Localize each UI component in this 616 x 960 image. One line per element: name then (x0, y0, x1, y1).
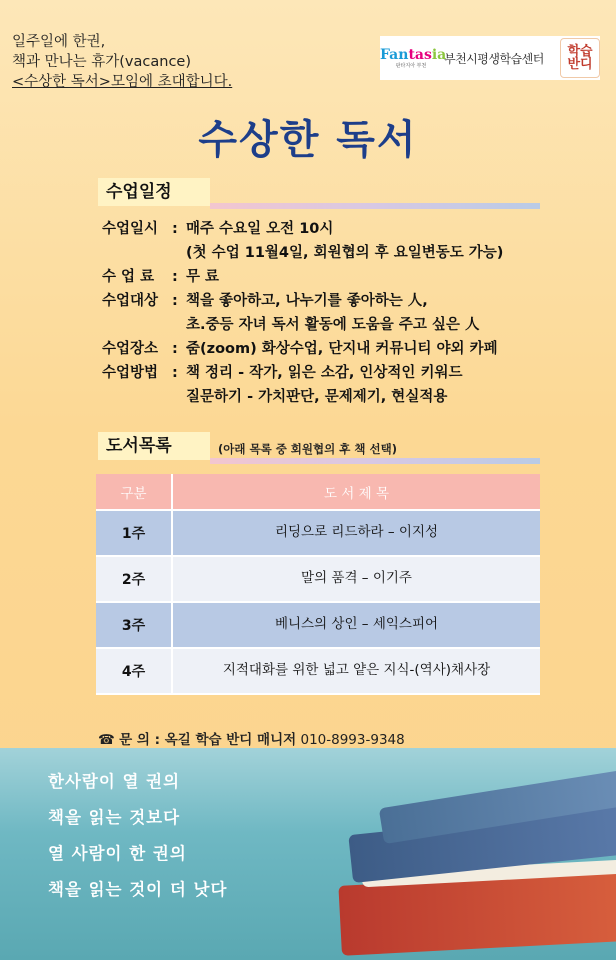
book-list-divider (210, 458, 540, 464)
schedule-text: 책 정리 - 작가, 읽은 소감, 인상적인 키워드 (186, 365, 463, 381)
schedule-row: 수업장소 : 줌(zoom) 화상수업, 단지내 커뮤니티 야외 카페 (102, 337, 503, 361)
schedule-row: 수 업 료 : 무 료 (102, 265, 503, 289)
schedule-label: 수 업 료 (102, 269, 155, 285)
schedule-text: 초.중등 자녀 독서 활동에 도움을 주고 싶은 人 (186, 317, 480, 333)
table-row (96, 648, 540, 694)
schedule-row: 수업일시 : 매주 수요일 오전 10시 (102, 217, 503, 241)
week-cell: 3주 (96, 602, 172, 648)
schedule-label: 수업장소 (102, 341, 159, 357)
schedule-label: 수업일시 (102, 221, 159, 237)
table-row (96, 556, 540, 602)
intro-line-2: 책과 만나는 휴가(vacance) (12, 54, 191, 70)
week-cell: 1주 (96, 510, 172, 556)
schedule-list (102, 217, 503, 409)
schedule-row (102, 241, 503, 265)
table-header-row (96, 474, 540, 510)
fantasia-logo-part-1: Fan (380, 46, 409, 63)
center-name: 부천시평생학습센터 (444, 51, 544, 66)
bandi-logo (560, 38, 600, 78)
table-row (96, 510, 540, 556)
contact-phone: 010-8993-9348 (300, 732, 405, 748)
column-header-title: 도 서 제 목 (172, 474, 540, 510)
week-cell: 2주 (96, 556, 172, 602)
fantasia-logo (380, 46, 447, 69)
schedule-row: 수업대상 : 책을 좋아하고, 나누기를 좋아하는 人, (102, 289, 503, 313)
title-cell: 말의 품격 – 이기주 (172, 556, 540, 602)
week-cell: 4주 (96, 648, 172, 694)
title-cell: 리딩으로 리드하라 – 이지성 (172, 510, 540, 556)
schedule-label: 수업대상 (102, 293, 159, 309)
phone-icon: ☎ (98, 732, 115, 748)
intro-line-3: <수상한 독서>모임에 초대합니다. (12, 74, 233, 90)
schedule-row (102, 385, 503, 409)
fantasia-logo-sub: 판타지아 부천 (395, 62, 427, 69)
intro-line-1: 일주일에 한권, (12, 34, 106, 50)
quote-line-1: 한사람이 열 권의 (48, 772, 181, 791)
quote-line-2: 책을 읽는 것보다 (48, 808, 181, 827)
quote-line-4: 책을 읽는 것이 더 낫다 (48, 880, 228, 899)
table-row (96, 602, 540, 648)
schedule-text: 줌(zoom) 화상수업, 단지내 커뮤니티 야외 카페 (186, 341, 498, 357)
schedule-row (102, 313, 503, 337)
book-table (96, 474, 540, 695)
book-list-heading: 도서목록 (98, 432, 210, 460)
quote-text (48, 764, 227, 908)
book-list-note: (아래 목록 중 회원협의 후 책 선택) (218, 442, 397, 456)
intro-text (12, 32, 232, 92)
schedule-divider (210, 203, 540, 209)
schedule-text: 책을 좋아하고, 나누기를 좋아하는 人, (186, 293, 428, 309)
bandi-logo-line-1: 학습 (567, 44, 593, 59)
schedule-text: (첫 수업 11월4일, 회원협의 후 요일변동도 가능) (186, 245, 504, 261)
logo-box (380, 36, 600, 80)
quote-banner (0, 748, 616, 960)
bandi-logo-line-2: 반디 (567, 57, 593, 72)
page-title: 수상한 독서 (198, 117, 418, 163)
schedule-label: 수업방법 (102, 365, 159, 381)
schedule-text: 매주 수요일 오전 10시 (186, 221, 334, 237)
column-header-week: 구분 (96, 474, 172, 510)
title-cell: 지적대화를 위한 넓고 얕은 지식-(역사)채사장 (172, 648, 540, 694)
schedule-row: 수업방법 : 책 정리 - 작가, 읽은 소감, 인상적인 키워드 (102, 361, 503, 385)
contact-info (98, 728, 405, 748)
contact-label: 문 의 : 옥길 학습 반디 매니저 (119, 732, 297, 748)
schedule-heading: 수업일정 (98, 178, 210, 206)
title-cell: 베니스의 상인 – 세익스피어 (172, 602, 540, 648)
fantasia-logo-part-3: ia (431, 46, 447, 63)
schedule-text: 무 료 (186, 269, 220, 285)
fantasia-logo-part-2: tas (408, 46, 432, 63)
schedule-text: 질문하기 - 가치판단, 문제제기, 현실적용 (186, 389, 448, 405)
quote-line-3: 열 사람이 한 권의 (48, 844, 187, 863)
